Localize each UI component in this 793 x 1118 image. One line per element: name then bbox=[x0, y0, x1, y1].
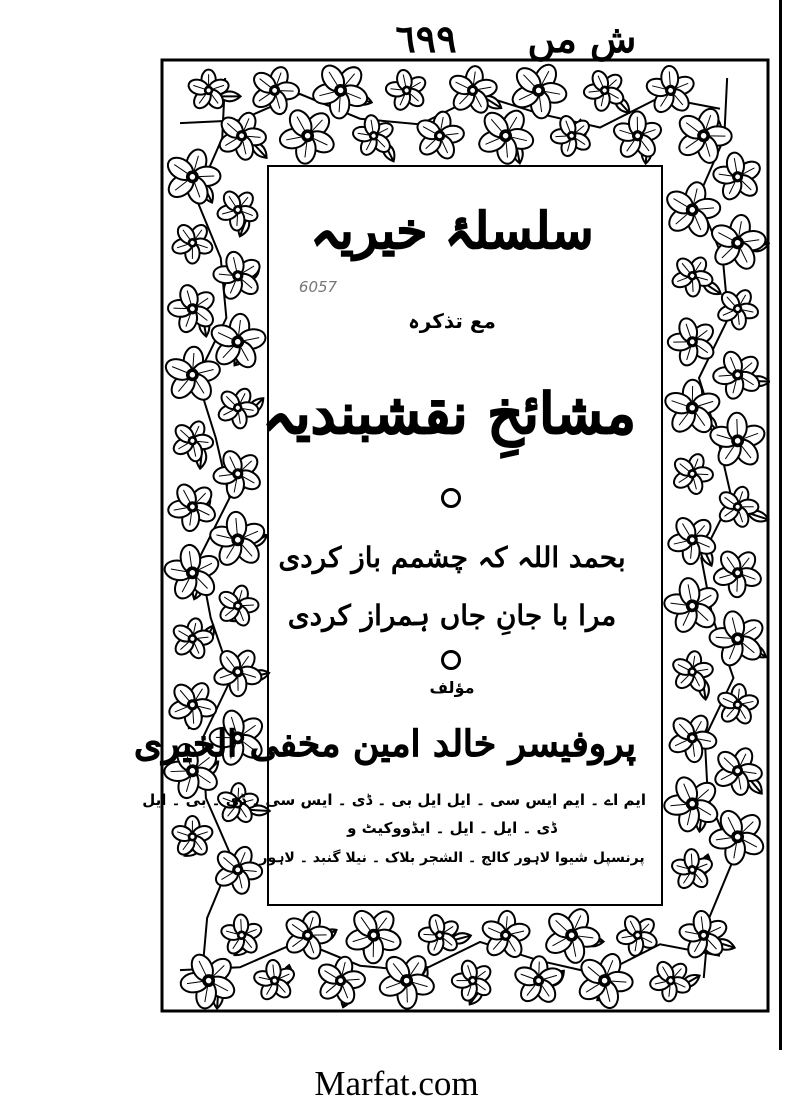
flower-icon bbox=[208, 180, 268, 240]
author-qualifications: ایم اے ۔ ایم ایس سی ۔ ایل ایل بی ۔ ڈی ۔ ایس سی ۔ ڈی ۔ بی ۔ ایل bbox=[142, 791, 646, 809]
flower-icon bbox=[377, 61, 435, 120]
flower-icon bbox=[164, 413, 221, 469]
subtitle-with-tazkira: مع تذکرہ bbox=[408, 309, 496, 333]
watermark-site: Marfat.com bbox=[314, 1064, 479, 1103]
book-title: مشائخِ نقشبندیہ bbox=[262, 381, 636, 447]
flower-icon bbox=[670, 902, 736, 970]
author-designation: پرنسپل شیوا لاہور کالج ۔ الشجر بلاک ۔ نیلا گنبد ۔ لاہور bbox=[259, 850, 645, 866]
flower-icon bbox=[703, 210, 770, 276]
author-name: پروفیسر خالد امین مخفی الخیری bbox=[134, 723, 636, 765]
flower-icon bbox=[541, 106, 601, 166]
flower-icon bbox=[162, 213, 222, 273]
flower-icon bbox=[638, 58, 703, 124]
series-title: سلسلۂ خیریہ bbox=[310, 201, 594, 260]
flower-icon bbox=[664, 447, 720, 502]
flower-icon bbox=[160, 142, 229, 213]
flower-icon bbox=[606, 103, 669, 168]
verse-line-2: مرا با جانِ جاں ہمراز کردی bbox=[287, 599, 617, 632]
flower-icon bbox=[444, 63, 502, 119]
flower-icon bbox=[208, 103, 275, 168]
flower-icon bbox=[665, 842, 720, 898]
circle-ornament-icon bbox=[441, 650, 461, 670]
right-edge-rule bbox=[779, 0, 782, 1050]
handwritten-note: ش مں bbox=[527, 16, 637, 61]
flower-icon bbox=[167, 614, 219, 664]
verse-line-1: بحمد اللہ کہ چشمم باز کردی bbox=[278, 541, 626, 574]
flower-icon bbox=[662, 246, 722, 305]
flower-icon bbox=[478, 909, 534, 962]
flower-icon bbox=[410, 107, 470, 165]
flower-icon bbox=[657, 504, 728, 575]
handwritten-number: ٦٩٩ bbox=[395, 16, 457, 61]
flower-icon bbox=[714, 682, 762, 728]
author-qualifications: ڈی ۔ ایل ۔ ایل ۔ ایڈووکیٹ و bbox=[347, 819, 557, 837]
flower-icon bbox=[276, 904, 340, 966]
library-stamp-number: 6057 bbox=[298, 278, 338, 296]
flower-icon bbox=[512, 955, 565, 1006]
circle-ornament-icon bbox=[441, 488, 461, 508]
flower-icon bbox=[211, 580, 264, 632]
author-label: مؤلف bbox=[429, 678, 475, 697]
cover-text-block bbox=[134, 166, 646, 902]
flower-icon bbox=[161, 345, 224, 405]
flower-icon bbox=[209, 379, 267, 436]
